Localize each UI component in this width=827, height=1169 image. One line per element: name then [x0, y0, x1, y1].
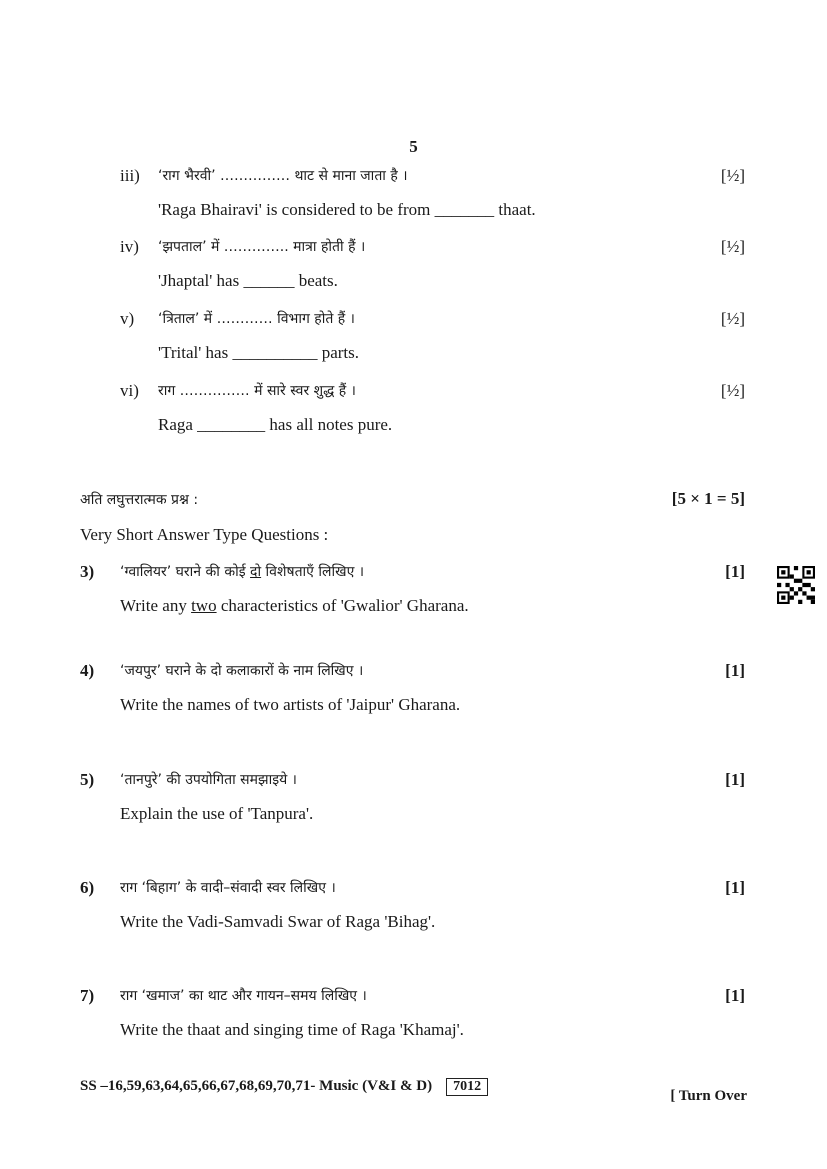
question-number: 3)	[80, 562, 95, 581]
question-marks: [1]	[725, 986, 745, 1005]
page-number: 5	[409, 137, 418, 156]
item-english: 'Jhaptal' has ______ beats.	[158, 271, 338, 290]
question-hindi: राग ‘बिहाग’ के वादी–संवादी स्वर लिखिए ।	[120, 880, 336, 896]
item-marks: [½]	[720, 381, 745, 400]
item-label: iv)	[120, 237, 139, 256]
item-hindi: राग …………… में सारे स्वर शुद्ध हैं ।	[158, 383, 356, 399]
question-hindi	[120, 562, 364, 581]
item-label: vi)	[120, 381, 139, 400]
question-hindi: ‘तानपुरे’ की उपयोगिता समझाइये ।	[120, 772, 297, 788]
question-hindi-underlined: दो	[250, 564, 262, 580]
qr-code-image	[777, 566, 815, 604]
question-marks: [1]	[725, 878, 745, 897]
turn-over-label: [ Turn Over	[670, 1088, 747, 1104]
section-marks: [5 × 1 = 5]	[671, 489, 745, 508]
item-label: v)	[120, 309, 135, 328]
item-english: Raga ________ has all notes pure.	[158, 415, 393, 434]
paper-number-box: 7012	[446, 1078, 488, 1096]
item-english: 'Trital' has __________ parts.	[158, 343, 359, 362]
item-english: 'Raga Bhairavi' is considered to be from _______ thaat.	[158, 200, 536, 219]
question-english	[120, 596, 469, 616]
question-hindi: ‘जयपुर’ घराने के दो कलाकारों के नाम लिखिए ।	[120, 663, 364, 679]
question-hindi-text: विशेषताएँ लिखिए ।	[261, 564, 365, 580]
question-number: 6)	[80, 878, 95, 897]
item-marks: [½]	[720, 237, 745, 256]
paper-code: SS –16,59,63,64,65,66,67,68,69,70,71- Music (V&I & D)	[80, 1078, 433, 1094]
question-english: Write the names of two artists of 'Jaipur' Gharana.	[120, 695, 461, 714]
question-number: 4)	[80, 661, 95, 680]
question-english: Explain the use of 'Tanpura'.	[120, 804, 314, 823]
question-marks: [1]	[725, 661, 745, 680]
item-hindi: ‘त्रिताल’ में ………… विभाग होते हैं ।	[158, 311, 355, 327]
item-marks: [½]	[720, 309, 745, 328]
item-hindi: ‘झपताल’ में ………….. मात्रा होती हैं ।	[158, 239, 366, 255]
question-number: 5)	[80, 770, 95, 789]
question-hindi-text: ‘ग्वालियर’ घराने की कोई	[120, 564, 251, 580]
question-marks: [1]	[725, 562, 745, 581]
footer-code	[80, 1078, 488, 1096]
question-english: Write the Vadi-Samvadi Swar of Raga 'Bihag'.	[120, 912, 436, 931]
question-number: 7)	[80, 986, 95, 1005]
question-english-underlined: two	[191, 596, 217, 615]
question-english: Write the thaat and singing time of Raga 'Khamaj'.	[120, 1020, 464, 1039]
question-marks: [1]	[725, 770, 745, 789]
item-hindi: ‘राग भैरवी’ …………… थाट से माना जाता है ।	[158, 168, 408, 184]
section-title-hindi: अति लघुत्तरात्मक प्रश्न :	[80, 492, 199, 508]
question-english-text: Write any	[120, 596, 192, 615]
section-title-english: Very Short Answer Type Questions :	[80, 525, 329, 544]
question-english-text: characteristics of 'Gwalior' Gharana.	[216, 596, 469, 615]
question-hindi: राग ‘खमाज’ का थाट और गायन–समय लिखिए ।	[120, 988, 367, 1004]
item-label: iii)	[120, 166, 140, 185]
item-marks: [½]	[720, 166, 745, 185]
